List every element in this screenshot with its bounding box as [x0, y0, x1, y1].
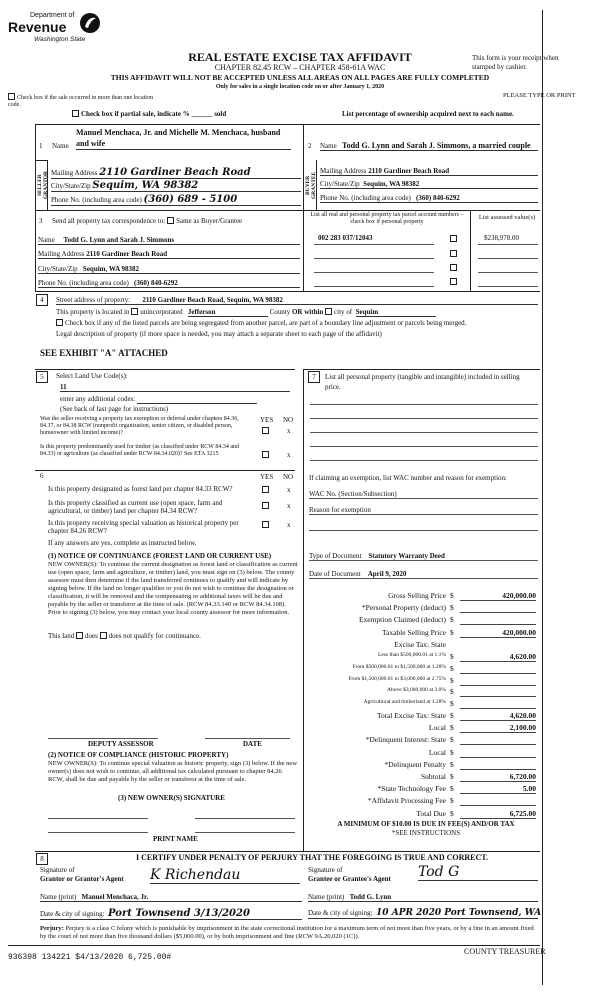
tax-row-currency: $: [450, 627, 454, 637]
tax-row-value[interactable]: [460, 735, 536, 745]
cashier-stamp: 936398 134221 $4/13/2020 6,725.00#: [8, 953, 172, 962]
sec6-number: 6: [40, 472, 44, 480]
sec3-name-row: [38, 236, 300, 245]
street-label: Street address of property:: [56, 296, 131, 304]
tax-row: [310, 603, 538, 615]
sec8-top-rule: [35, 851, 540, 852]
tax-row: [310, 796, 538, 808]
tax-row-label: Total Due: [416, 808, 446, 818]
form-only-note: Only for sales in a single location code on or after January 1, 2020: [215, 84, 385, 90]
city-of-label: city of: [334, 308, 353, 316]
tax-row-currency: $: [450, 687, 454, 697]
tax-row: [310, 640, 538, 652]
wac-label: WAC No. (Section/Subsection): [309, 490, 397, 498]
sec12-left-rule: [35, 124, 36, 210]
located-label: This property is located in: [56, 308, 130, 316]
tax-row-label: *Affidavit Processing Fee: [367, 796, 446, 806]
sec5-no-header: NO: [283, 416, 294, 424]
tax-row-label: Exemption Claimed (deduct): [358, 615, 446, 625]
tax-row: [310, 591, 538, 603]
grantee-date-row: [308, 908, 542, 919]
grantee-sig-label-a: Signature of: [308, 866, 343, 874]
ownership-note: List percentage of ownership acquired next to each name.: [342, 110, 514, 118]
multi-location-label: Check box if the sale occurred in more than one location code.: [8, 95, 153, 108]
grantor-print-name[interactable]: Manuel Menchaca, Jr.: [81, 893, 149, 901]
partial-sale-checkbox[interactable]: [72, 110, 79, 117]
see-instructions: *SEE INSTRUCTIONS: [391, 829, 461, 837]
tax-row-value[interactable]: [460, 760, 536, 770]
tax-row: [310, 723, 538, 735]
continuance-row: [48, 632, 201, 640]
see-back-note: (See back of last page for instructions): [60, 405, 169, 413]
tax-row-value[interactable]: 2,100.00: [460, 723, 536, 733]
sec6-q3: Is this property receiving special valuation as historical property per chapter 84.26 RCW?: [48, 519, 239, 535]
sec6-q2-yes[interactable]: [262, 502, 269, 509]
buyer-name-row: [320, 141, 538, 151]
print-name-label: PRINT NAME: [153, 835, 198, 843]
sec3-city-row: [38, 265, 300, 274]
sec1-number: 1: [39, 142, 43, 150]
sec3-bottom-rule: [35, 291, 540, 292]
grantor-date-row: [40, 908, 302, 920]
pp-checkbox-3[interactable]: [450, 264, 457, 271]
or-within-label: OR within: [291, 308, 324, 316]
tax-row-value[interactable]: 420,000.00: [460, 628, 536, 638]
tax-row-currency: $: [450, 747, 454, 757]
wa-flag-logo-icon: [78, 10, 102, 36]
new-owner-sig-line-1: [48, 818, 148, 819]
buyer-name-label: Name: [320, 142, 337, 150]
segregated-row: [56, 319, 466, 327]
buyer-name[interactable]: Todd G. Lynn and Sarah J. Simmons, a married couple: [341, 141, 531, 150]
sec3-correspondence: [52, 217, 242, 225]
notice2-text: NEW OWNER(S): To continue special valuation as historic property, sign (3) below. If the new owner(s) does not wish to continue, all additional tax calculated pursuant to chapter 84.26 RCW, shall be due and payable by the seller or transferor at the time of sale.: [48, 760, 298, 783]
does-checkbox[interactable]: [76, 632, 83, 639]
seller-phone-row: [51, 194, 301, 206]
grantor-print-label: Name (print): [40, 893, 77, 901]
sec5-q1-no: x: [287, 427, 291, 435]
partial-sale-label: Check box if partial sale, indicate %: [81, 110, 190, 118]
tax-row-label: *Delinquent Penalty: [384, 759, 446, 769]
tax-row-currency: $: [450, 615, 454, 625]
tax-row-value[interactable]: [460, 664, 536, 674]
grantor-print-row: [40, 893, 302, 902]
city-checkbox[interactable]: [325, 308, 332, 315]
tax-row-value[interactable]: 420,000.00: [460, 591, 536, 601]
seller-name[interactable]: Manuel Menchaca, Jr. and Michelle M. Menchaca, husband and wife: [76, 127, 291, 150]
tax-row-currency: $: [450, 652, 454, 661]
seller-side-label: SELLER GRANTOR: [37, 171, 49, 200]
partial-sale-check[interactable]: Check box if partial sale, indicate % ______ sold: [72, 110, 226, 118]
deputy-assessor-label: DEPUTY ASSESSOR: [88, 740, 154, 748]
buyer-phone-label: Phone No. (including area code): [320, 194, 411, 202]
tax-row-label: *State Technology Fee: [377, 784, 446, 794]
form-warning: THIS AFFIDAVIT WILL NOT BE ACCEPTED UNLESS ALL AREAS ON ALL PAGES ARE FULLY COMPLETED: [110, 73, 490, 82]
pp-line-3: [310, 432, 538, 433]
sec5-number: 5: [36, 371, 48, 383]
new-owner-sig-label: (3) NEW OWNER(S) SIGNATURE: [118, 794, 225, 802]
tax-row-currency: $: [450, 723, 454, 733]
sec3-mail[interactable]: 2110 Gardiner Beach Road: [86, 250, 168, 258]
sec3-phone[interactable]: (360) 840-6292: [134, 279, 178, 287]
sec5-q1: Was the seller receiving a property tax exemption or deferral under chapters 84.36, 84.37, or 84.38 RCW (nonprofit organization, senior citizen, or disabled person, homeowner with limited income)?: [40, 416, 239, 436]
reason-label: Reason for exemption: [309, 506, 371, 514]
tax-row-label: Local: [428, 723, 446, 733]
buyer-mail[interactable]: 2110 Gardiner Beach Road: [368, 167, 450, 175]
sec6-any-yes: If any answers are yes, complete as instructed below.: [48, 539, 197, 547]
seller-mail-row: [51, 167, 301, 179]
county-treasurer: COUNTY TREASURER: [464, 947, 546, 956]
deputy-line: [48, 738, 158, 739]
sec3-phone-label: Phone No. (including area code): [38, 279, 129, 287]
tax-row-label: Local: [428, 747, 446, 757]
grantor-sig-label-b: Grantor or Grantor's Agent: [40, 875, 124, 883]
tax-row-label: From $500,000.01 to $1,500,000 at 1.28%: [352, 663, 446, 670]
pp-line-1: [310, 404, 538, 405]
sec6-q2: Is this property classified as current use (open space, farm and agricultural, or timber) land per chapter 84.34 RCW?: [48, 499, 223, 515]
sec12-top-rule: [35, 124, 540, 125]
tax-row-label: Agricultural and timberland at 1.28%: [363, 699, 446, 706]
doc-type-row: [309, 552, 538, 561]
tax-row-label: Gross Selling Price: [388, 591, 446, 600]
tax-row: [310, 784, 538, 796]
buyer-mail-label: Mailing Address: [320, 167, 367, 175]
tax-row: [310, 809, 538, 821]
tax-row-currency: $: [450, 796, 454, 806]
buyer-city-row: [320, 180, 538, 189]
street-row: [56, 296, 538, 305]
tax-row-currency: $: [450, 759, 454, 769]
sec3-assessed-rule: [470, 210, 471, 291]
tax-row: [310, 628, 538, 640]
tax-row-currency: $: [450, 735, 454, 745]
reason-line-2: [309, 530, 538, 531]
type-or-print: PLEASE TYPE OR PRINT: [503, 92, 576, 99]
tax-row-label: *Personal Property (deduct): [361, 603, 446, 613]
sec5-q1-yes[interactable]: [262, 427, 269, 434]
location-row: [56, 308, 436, 317]
partial-sale-sold: sold: [214, 110, 227, 118]
sec3-city[interactable]: Sequim, WA 98382: [82, 265, 140, 273]
sec3-mail-label: Mailing Address: [38, 250, 85, 258]
tax-row-value[interactable]: 4,620.00: [460, 711, 536, 721]
tax-row-label: Above $3,000,000 at 3.0%: [387, 687, 446, 694]
tax-row-value[interactable]: 5.00: [460, 784, 536, 794]
buyer-city[interactable]: Sequim, WA 98382: [363, 180, 420, 188]
sec6-q1-no: x: [287, 486, 291, 494]
notice2-title: (2) NOTICE OF COMPLIANCE (HISTORIC PROPERTY): [48, 751, 229, 759]
buyer-city-label: City/State/Zip: [320, 180, 360, 188]
dor-logo-line3: Washington State: [34, 36, 86, 43]
dor-logo-line1: Department of: [30, 12, 75, 19]
tax-row: [310, 735, 538, 747]
assessed-value[interactable]: $238,978.00: [484, 234, 519, 242]
sec6-top-rule: [35, 470, 295, 471]
assessed-header: List assessed value(s): [478, 214, 536, 221]
tax-row: [310, 760, 538, 772]
grantee-print-label: Name (print): [308, 893, 345, 901]
sec5-top-rule: [35, 369, 295, 370]
additional-codes: [60, 395, 257, 404]
dor-logo: [8, 10, 103, 48]
tax-row-label: Less than $500,000.01 at 1.1%: [378, 652, 446, 658]
doc-date-row: [309, 570, 538, 579]
perjury-note: [40, 925, 540, 941]
county-label: County: [269, 308, 291, 316]
sec12-bottom-rule: [35, 210, 540, 211]
does-not-checkbox[interactable]: [100, 632, 107, 639]
tax-row-label: From $1,500,000.01 to $3,000,000 at 2.75%: [348, 675, 446, 682]
sec8-number: 8: [36, 853, 48, 865]
wac-row: [309, 490, 538, 499]
new-owner-sig-line-2: [195, 818, 295, 819]
additional-codes-label: enter any additional codes:: [60, 395, 136, 403]
notice1-text: NEW OWNER(S): To continue the current designation as forest land or classification as current use (open space, farm and agriculture, or timber) land, you must sign on (3) below. The county assessor must then determine if the land transferred continues to qualify and will indicate by signing below. If the land no longer qualifies or you do not wish to continue the designation or classification, it will be removed and the compensating or additional taxes will be due and payable by the seller or transferor at the time of sale. (RCW 84.33.140 or RCW 84.34.108). Prior to signing (3) below, you may contact your local county assessor for more information.: [48, 561, 298, 616]
tax-row: [310, 748, 538, 760]
seller-city-label: City/State/Zip: [51, 182, 91, 190]
grantor-sig-label: [40, 866, 124, 884]
tax-row-label: Excise Tax: State: [394, 639, 446, 649]
sec4-number: 4: [36, 294, 48, 306]
same-as-buyer-checkbox[interactable]: [167, 217, 174, 224]
pp-checkbox-1[interactable]: [450, 235, 457, 242]
print-name-line-1: [48, 832, 148, 833]
print-name-line-2: [195, 832, 295, 833]
sec3-city-label: City/State/Zip: [38, 265, 78, 273]
tax-row-value[interactable]: 6,720.00: [460, 772, 536, 782]
grantee-signature[interactable]: Tod G: [418, 864, 538, 881]
multi-location-check[interactable]: [8, 93, 158, 109]
tax-row: [310, 652, 538, 664]
grantee-print-name[interactable]: Todd G. Lynn: [349, 893, 392, 901]
tax-row-currency: $: [450, 772, 454, 781]
buyer-phone[interactable]: (360) 840-6292: [416, 194, 460, 202]
sec7-top-rule: [303, 369, 540, 370]
doc-date-label: Date of Document: [309, 570, 361, 578]
parcel-header: List all real and personal property tax parcel account numbers – check box if personal property: [310, 212, 464, 225]
page-right-rule: [542, 10, 543, 985]
dor-logo-line2: Revenue: [8, 19, 67, 35]
tax-row-currency: $: [450, 711, 454, 720]
sec6-q2-no: x: [287, 502, 291, 510]
tax-row: [310, 687, 538, 699]
tax-row-currency: $: [450, 784, 454, 794]
sec6-right-rule: [303, 369, 304, 851]
buyer-phone-row: [320, 194, 538, 203]
grantee-print-row: [308, 893, 538, 902]
sec5-q2-yes[interactable]: [262, 451, 269, 458]
sec7-number: 7: [308, 371, 320, 383]
unincorporated-label: unincorporated: [140, 308, 183, 316]
sec6-q3-no: x: [287, 521, 291, 529]
pp-line-2: [310, 418, 538, 419]
county-value[interactable]: Jefferson: [188, 308, 268, 317]
sec6-yes-header: YES: [260, 473, 274, 481]
deputy-date-line: [205, 738, 290, 739]
grantee-date-label: Date & city of signing:: [308, 909, 373, 917]
tax-row-value[interactable]: [460, 676, 536, 686]
does-label: does: [85, 632, 98, 640]
doc-type-label: Type of Document: [309, 552, 362, 560]
sec1-num-rule: [35, 160, 47, 161]
pp-line-4: [310, 446, 538, 447]
sec5-q2: Is this property predominantly used for timber (as classified under RCW 84.34 and 84.33) or agriculture (as classified under RCW 84.34.020)? See ETA 3215: [40, 444, 240, 457]
grantee-date-city[interactable]: 10 APR 2020 Port Townsend, WA: [376, 908, 542, 918]
tax-row-currency: $: [450, 663, 454, 673]
perjury-label: Perjury:: [40, 925, 64, 932]
sec3-mail-row: [38, 250, 300, 259]
buyer-mail-row: [320, 167, 538, 176]
grantor-date-city[interactable]: Port Townsend 3/13/2020: [108, 908, 250, 919]
multi-location-checkbox[interactable]: [8, 93, 15, 100]
tax-row: [310, 699, 538, 711]
tax-row: [310, 676, 538, 688]
pp-checkbox-4[interactable]: [450, 278, 457, 285]
pp-checkbox-2[interactable]: [450, 250, 457, 257]
tax-row-label: Taxable Selling Price: [381, 627, 446, 637]
sec3-mid-rule: [303, 210, 304, 291]
sec3-label: Send all property tax correspondence to:: [52, 217, 166, 225]
seller-phone[interactable]: (360) 689 - 5100: [143, 194, 238, 205]
sec5-yes-header: YES: [260, 416, 274, 424]
tax-row: [310, 664, 538, 676]
certify-statement: I CERTIFY UNDER PENALTY OF PERJURY THAT THE FOREGOING IS TRUE AND CORRECT.: [136, 853, 489, 862]
tax-row-value[interactable]: [460, 687, 536, 697]
notice1-title: (1) NOTICE OF CONTINUANCE (FOREST LAND OR CURRENT USE): [48, 552, 272, 560]
parcel-number[interactable]: 002 283 037/12043: [318, 234, 373, 242]
seller-name-label: Name: [52, 142, 69, 150]
sec3-left-rule: [35, 210, 36, 291]
sec5-q2-no: x: [287, 451, 291, 459]
tax-row-label: *Delinquent Interest: State: [365, 735, 446, 745]
sec6-q1: Is this property designated as forest land per chapter 84.33 RCW?: [48, 485, 233, 493]
seller-mail[interactable]: 2110 Gardiner Beach Road: [99, 167, 251, 178]
tax-row-label: Total Excise Tax: State: [376, 711, 446, 720]
form-subtitle: CHAPTER 82.45 RCW – CHAPTER 458-61A WAC: [214, 63, 386, 72]
additional-codes-input[interactable]: [137, 395, 257, 404]
sec3-name[interactable]: Todd G. Lynn and Sarah J. Simmons: [63, 236, 175, 244]
sec6-no-header: NO: [283, 473, 294, 481]
grantee-sig-label-b: Grantee or Grantee's Agent: [308, 875, 391, 883]
tax-row: [310, 711, 538, 723]
tax-row-currency: $: [450, 603, 454, 613]
same-as-buyer-label: Same as Buyer/Grantee: [176, 217, 243, 225]
does-not-label: does not qualify for continuance.: [108, 632, 201, 640]
sec3-name-label: Name: [38, 236, 55, 244]
reason-row: [309, 506, 538, 515]
tax-row-value[interactable]: 4,620.00: [460, 652, 536, 662]
tax-row-currency: $: [450, 591, 454, 600]
segregated-checkbox[interactable]: [56, 319, 63, 326]
sec6-q1-yes[interactable]: [262, 486, 269, 493]
form-title: REAL ESTATE EXCISE TAX AFFIDAVIT: [188, 50, 412, 64]
tax-row: [310, 615, 538, 627]
sec2-number: 2: [308, 142, 312, 150]
personal-property-label: List all personal property (tangible and intangible) included in selling price.: [325, 373, 520, 391]
seller-mail-label: Mailing Address: [51, 169, 98, 177]
land-use-code[interactable]: 11: [60, 383, 290, 392]
tax-row-currency: $: [450, 699, 454, 709]
doc-type[interactable]: Statutory Warranty Deed: [368, 552, 445, 560]
footer-rule: [8, 945, 540, 946]
grantor-signature[interactable]: K Richendau: [150, 867, 300, 884]
tax-row-currency: $: [450, 675, 454, 685]
segregated-label: Check box if any of the listed parcels are being segregated from another parcel, are part of a boundary line adjustment or parcels being merged.: [65, 319, 467, 327]
sec6-q3-yes[interactable]: [262, 521, 269, 528]
wac-intro: If claiming an exemption, list WAC number and reason for exemption:: [309, 474, 507, 482]
tax-row-value[interactable]: [460, 699, 536, 709]
sec3-number: 3: [39, 217, 43, 225]
tax-row-value[interactable]: [460, 796, 536, 806]
seller-city[interactable]: Sequim, WA 98382: [92, 180, 199, 191]
deputy-date-label: DATE: [243, 740, 262, 748]
street-address[interactable]: 2110 Gardiner Beach Road, Sequim, WA 98382: [142, 296, 283, 304]
unincorporated-checkbox[interactable]: [131, 308, 138, 315]
land-use-label: Select Land Use Code(s):: [56, 372, 128, 380]
tax-row-value[interactable]: [460, 748, 536, 758]
tax-row-label: Subtotal: [420, 772, 446, 781]
minimum-note: A MINIMUM OF $10.00 IS DUE IN FEE(S) AND/OR TAX: [337, 820, 515, 828]
grantee-sig-label: [308, 866, 391, 884]
city-value[interactable]: Sequim: [356, 308, 436, 317]
tax-row-value[interactable]: 6,725.00: [460, 809, 536, 819]
legal-description-label: Legal description of property (if more space is needed, you may attach a separate sheet to each page of the affidavit): [56, 330, 382, 338]
grantor-sig-label-a: Signature of: [40, 866, 75, 874]
sec12-mid-rule: [303, 124, 304, 210]
sec3-phone-row: [38, 279, 300, 288]
tax-row-currency: $: [450, 808, 454, 818]
this-land-label: This land: [48, 632, 75, 640]
receipt-note: This form is your receipt when stamped by cashier.: [472, 54, 559, 71]
seller-city-row: [51, 180, 301, 192]
tax-row-value[interactable]: [460, 603, 536, 613]
exhibit-note: SEE EXHIBIT "A" ATTACHED: [40, 348, 168, 358]
tax-row-value[interactable]: [460, 615, 536, 625]
tax-row: [310, 772, 538, 784]
pp-line-5: [310, 460, 538, 461]
grantor-date-label: Date & city of signing:: [40, 910, 105, 918]
seller-phone-label: Phone No. (including area code): [51, 196, 142, 204]
perjury-text: Perjury is a class C felony which is punishable by imprisonment in the state correctional institution for a maximum term of not more than five years, or by a fine in an amount fixed by the court of not more than five thousand dollars ($5,000.00), or by both imprisonment and fine (RCW 9A.20.020 (1C)).: [40, 925, 534, 940]
buyer-side-label: BUYER GRANTEE: [305, 171, 317, 199]
doc-date[interactable]: April 9, 2020: [367, 570, 407, 578]
